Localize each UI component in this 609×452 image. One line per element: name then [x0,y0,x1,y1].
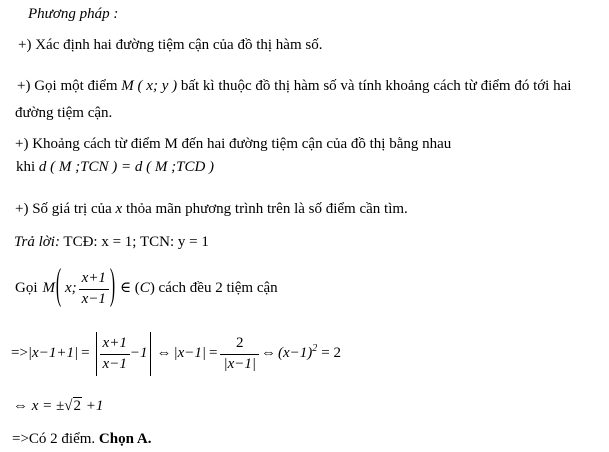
answer-value: TCĐ: x = 1; TCN: y = 1 [59,234,209,250]
fraction-numerator: x+1 [79,270,109,289]
sqrt-lhs: x = ± [28,398,65,414]
sqrt-solution-line [13,397,103,417]
abs-term-2: |x−1| [173,345,206,362]
step4-prefix: +) Số giá trị của [15,201,116,217]
goi-point: M [42,280,55,297]
goi-point-line [15,262,278,316]
step4-suffix: thỏa mãn phương trình trên là số điểm cần tìm. [122,201,408,217]
conclusion-text: =>Có 2 điểm. [12,431,99,447]
step2-rest: bất kì thuộc đồ thị hàm số và tính khoảng cách từ điểm đó tới hai [177,78,572,94]
answer-line [14,233,209,253]
right-paren-delimiter: ) [109,263,116,311]
abs-left-delimiter [96,332,97,376]
answer-label: Trả lời: [14,234,60,250]
sqrt-tail: +1 [82,398,104,414]
abs-right-delimiter [150,332,151,376]
method-step-2-continued: đường tiệm cận. [15,105,113,121]
fraction-denominator: |x−1| [223,355,256,372]
main-equation-line [11,330,341,378]
squared-term [278,344,317,364]
khi-condition-line [16,158,214,178]
iff-symbol: ⇔ [13,398,28,414]
goi-x-arg: x; [65,280,77,297]
fraction-numerator: 2 [220,335,259,354]
equals-1: = [81,345,90,362]
squared-exponent: 2 [312,343,318,355]
squared-base: (x−1) [277,345,313,362]
equation-fraction-2 [220,335,259,373]
iff-symbol-2: ⇔ [260,345,276,362]
iff-symbol-1: ⇔ [156,345,172,362]
left-paren-delimiter: ( [55,263,62,311]
fraction-denominator: x−1 [81,290,106,307]
goi-suffix: ) cách đều 2 tiệm cận [149,280,278,297]
goi-set-c: C [139,280,150,297]
conclusion-line [12,430,151,450]
step4-variable: x [115,201,123,217]
khi-label: khi [16,159,39,175]
method-step-4 [15,200,408,220]
answer-choice: Chọn A. [98,431,152,447]
radicand: 2 [73,398,81,414]
abs-term-1: |x−1+1| [27,345,79,362]
equation-fraction-1 [100,335,130,373]
fraction-numerator: x+1 [100,335,130,354]
step2-point-math: M ( x; y ) [121,78,178,94]
implies-symbol: => [11,345,28,362]
step2-prefix: +) Gọi một điểm [17,78,122,94]
method-step-1: +) Xác định hai đường tiệm cận của đồ thị hàm số. [18,37,323,53]
method-step-3: +) Khoảng cách từ điểm M đến hai đường tiệm cận của đồ thị bằng nhau [15,136,452,152]
goi-elem-symbol: ∈ ( [119,280,140,297]
equals-2: = [208,345,218,362]
goi-fraction [79,270,109,308]
equation-result: = 2 [321,345,341,362]
distance-equation: d ( M ;TCN ) = d ( M ;TCD ) [38,159,215,175]
method-step-2 [17,77,571,97]
fraction-denominator: x−1 [102,355,127,372]
radical-sign: √ [64,398,73,414]
goi-prefix: Gọi [15,280,38,297]
method-heading: Phương pháp : [28,6,119,22]
minus-one-term: −1 [129,345,148,362]
